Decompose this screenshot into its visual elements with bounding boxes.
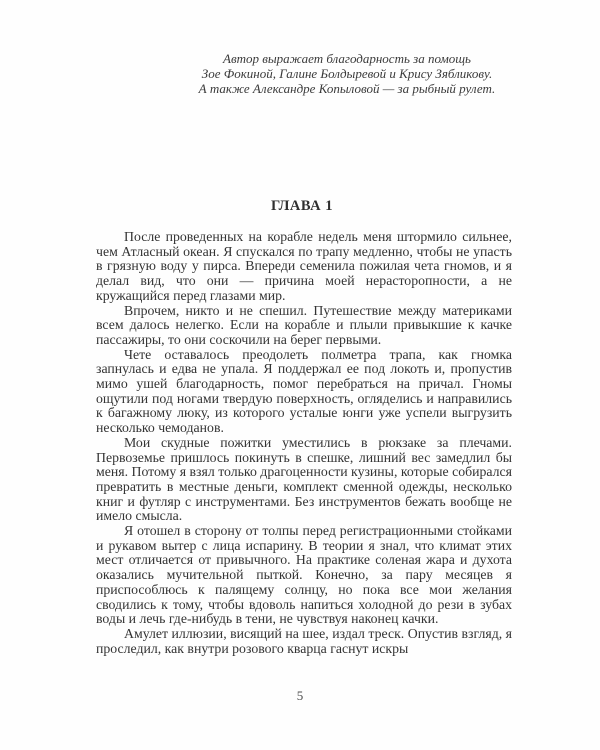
- paragraph: Амулет иллюзии, висящий на шее, издал треск. Опустив взгляд, я проследил, как внутри розового кварца гаснут искры: [96, 625, 512, 656]
- dedication-line: Зое Фокиной, Галине Болдыревой и Крису Зябликову.: [201, 66, 493, 81]
- dedication-line: А также Александре Копыловой — за рыбный рулет.: [198, 81, 496, 96]
- paragraph: После проведенных на корабле недель меня штормило сильнее, чем Атласный океан. Я спускался по трапу медленно, чтобы не упасть в грязную воду у пирса. Впереди семенила пожилая чета гномов, и я делал вид, что они — причина моей нерасторопности, а не кружащийся перед глазами мир.: [96, 229, 512, 303]
- dedication: [139, 51, 555, 96]
- page-number: 5: [296, 688, 304, 703]
- paragraph: Мои скудные пожитки уместились в рюкзаке за плечами. Первоземье пришлось покинуть в спешке, лишний вес замедлил бы меня. Потому я взял только драгоценности кузины, которые собирался превратить в местные деньги, комплект сменной одежды, несколько книг и футляр с инструментами. Без инструментов бежать вообще не имело смысла.: [96, 434, 512, 524]
- paragraph: Впрочем, никто и не спешил. Путешествие между материками всем далось нелегко. Если на корабле и плыли привыкшие к качке пассажиры, то они соскочили на берег первыми.: [96, 302, 512, 347]
- chapter-text: [96, 230, 512, 656]
- paragraph: Чете оставалось преодолеть полметра трапа, как гномка запнулась и едва не упала. Я поддержал ее под локоть и, пропустив мимо ушей благодарность, помог перебраться на причал. Гномы ощутили под ногами твердую поверхность, огляделись и направились к багажному люку, из которого усталые юнги уже успели выгрузить несколько чемоданов.: [96, 346, 512, 436]
- paragraph: Я отошел в сторону от толпы перед регистрационными стойками и рукавом вытер с лица испарину. В теории я знал, что климат этих мест отличается от привычного. На практике соленая жара и духота оказались мучительной пыткой. Конечно, за пару месяцев я приспособлюсь к палящему солнцу, но пока все мои желания сводились к тому, чтобы вдоволь напиться холодной до рези в зубах воды и лечь где-нибудь в тени, не чувствуя наконец качки.: [96, 523, 512, 627]
- dedication-line: Автор выражает благодарность за помощь: [223, 51, 471, 66]
- chapter-title: ГЛАВА 1: [271, 198, 333, 214]
